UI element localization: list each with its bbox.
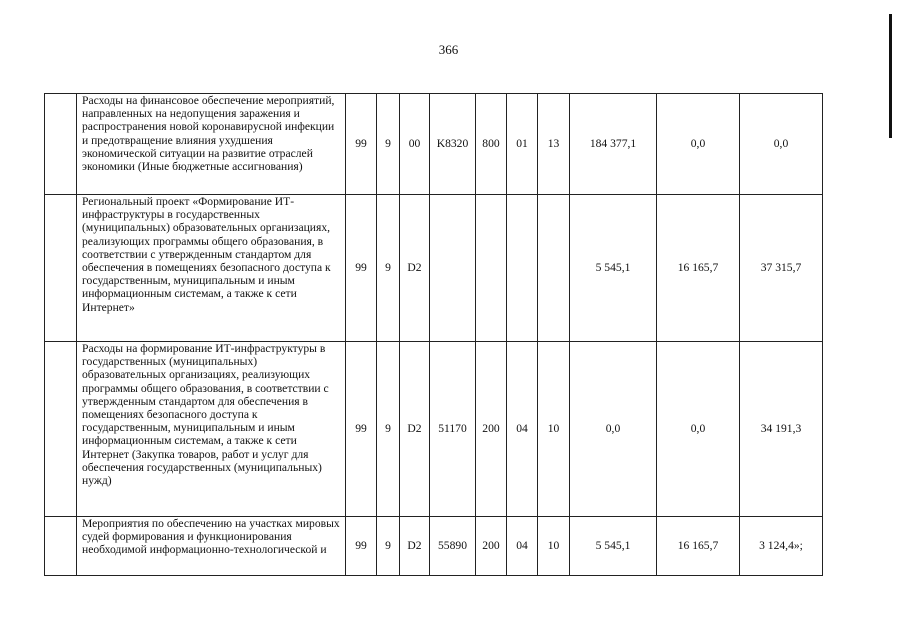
code-cell xyxy=(507,195,538,342)
amount-cell: 3 124,4»; xyxy=(740,517,823,576)
code-cell: 200 xyxy=(476,517,507,576)
scan-edge-mark xyxy=(889,14,892,138)
table-row xyxy=(45,517,823,576)
code-cell: 99 xyxy=(346,94,377,195)
code-cell: 9 xyxy=(377,517,400,576)
code-cell: 9 xyxy=(377,342,400,517)
code-cell: 9 xyxy=(377,195,400,342)
amount-cell: 5 545,1 xyxy=(570,517,657,576)
amount-cell: 0,0 xyxy=(740,94,823,195)
amount-cell: 16 165,7 xyxy=(657,195,740,342)
code-cell: 04 xyxy=(507,342,538,517)
code-cell: 55890 xyxy=(430,517,476,576)
code-cell: 10 xyxy=(538,342,570,517)
amount-cell: 184 377,1 xyxy=(570,94,657,195)
code-cell: D2 xyxy=(400,195,430,342)
code-cell: 99 xyxy=(346,342,377,517)
description-cell: Региональный проект «Формирование ИТ-инфраструктуры в государственных (муниципальных) образовательных организациях, реализующих программы общего образования, в соответствии с утвержденным стандартом для обеспечения в помещениях безопасного доступа к государственным, муниципальным и иным информационным системам, а также к сети Интернет» xyxy=(77,195,346,342)
code-cell: 00 xyxy=(400,94,430,195)
description-cell: Мероприятия по обеспечению на участках мировых судей формирования и функционирования необходимой информационно-технологической и xyxy=(77,517,346,576)
code-cell: D2 xyxy=(400,342,430,517)
code-cell xyxy=(476,195,507,342)
description-cell: Расходы на формирование ИТ-инфраструктуры в государственных (муниципальных) образовательных организациях, реализующих программы общего образования, в соответствии с утвержденным стандартом для обеспечения в помещениях безопасного доступа к государственным, муниципальным и иным информационным системам, а также к сети Интернет (Закупка товаров, работ и услуг для обеспечения государственных (муниципальных) нужд) xyxy=(77,342,346,517)
table-row xyxy=(45,94,823,195)
code-cell: 99 xyxy=(346,517,377,576)
amount-cell: 5 545,1 xyxy=(570,195,657,342)
code-cell: 01 xyxy=(507,94,538,195)
code-cell: K8320 xyxy=(430,94,476,195)
amount-cell: 37 315,7 xyxy=(740,195,823,342)
page-number: 366 xyxy=(438,42,459,57)
blank-cell xyxy=(45,94,77,195)
blank-cell xyxy=(45,517,77,576)
code-cell xyxy=(538,195,570,342)
code-cell: 51170 xyxy=(430,342,476,517)
amount-cell: 34 191,3 xyxy=(740,342,823,517)
table-row xyxy=(45,195,823,342)
budget-table xyxy=(44,93,823,576)
code-cell: 10 xyxy=(538,517,570,576)
code-cell: 04 xyxy=(507,517,538,576)
code-cell: 99 xyxy=(346,195,377,342)
code-cell: 13 xyxy=(538,94,570,195)
blank-cell xyxy=(45,342,77,517)
amount-cell: 16 165,7 xyxy=(657,517,740,576)
code-cell: 200 xyxy=(476,342,507,517)
description-cell: Расходы на финансовое обеспечение мероприятий, направленных на недопущения заражения и распространения новой коронавирусной инфекции и предотвращение влияния ухудшения экономической ситуации на развитие отраслей экономики (Иные бюджетные ассигнования) xyxy=(77,94,346,195)
blank-cell xyxy=(45,195,77,342)
table-row xyxy=(45,342,823,517)
code-cell: D2 xyxy=(400,517,430,576)
amount-cell: 0,0 xyxy=(570,342,657,517)
code-cell xyxy=(430,195,476,342)
code-cell: 9 xyxy=(377,94,400,195)
amount-cell: 0,0 xyxy=(657,342,740,517)
amount-cell: 0,0 xyxy=(657,94,740,195)
code-cell: 800 xyxy=(476,94,507,195)
